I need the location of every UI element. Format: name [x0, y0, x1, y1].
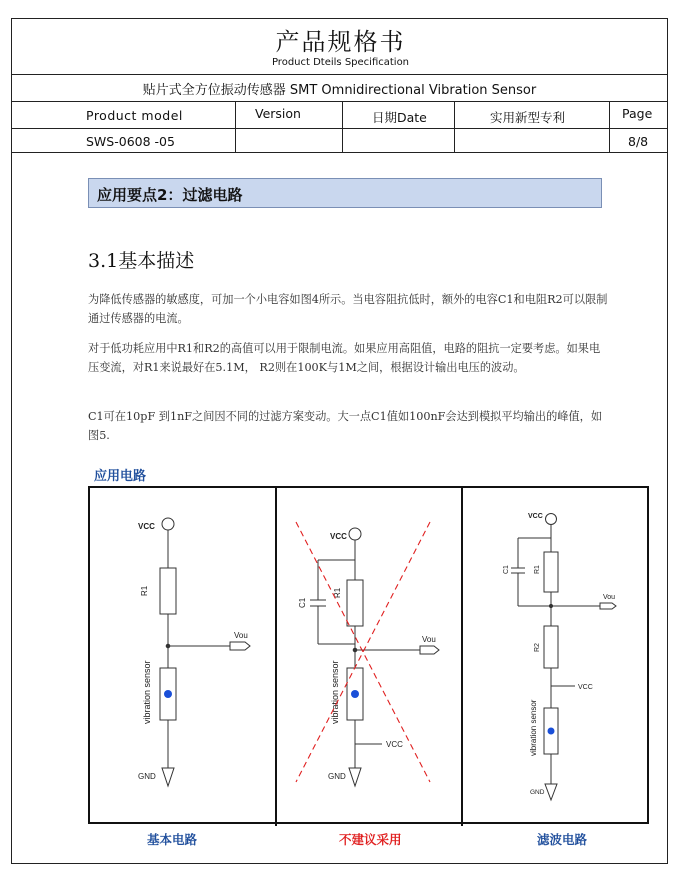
table-col-divider [454, 101, 455, 152]
sensor-label: vibration sensor [142, 660, 152, 724]
resistor-r1 [160, 568, 176, 614]
gnd-label: GND [530, 789, 545, 796]
section-heading: 3.1基本描述 [88, 250, 195, 272]
caption-basic: 基本电路 [147, 832, 198, 847]
section-bar: 应用要点2：过滤电路 [88, 178, 602, 208]
table-header-patent: 实用新型专利 [490, 110, 566, 125]
vou-label: Vou [603, 594, 616, 601]
paragraph-3: C1可在10pF 到1nF之间因不同的过滤方案变动。大一点C1值如100nF会达到模拟平均输出的峰值，如图5. [88, 410, 603, 442]
not-recommended-circuit [296, 522, 439, 786]
basic-circuit [138, 518, 250, 786]
diagram-label: 应用电路 [94, 469, 147, 484]
divider [11, 101, 668, 102]
resistor-r1 [347, 580, 363, 626]
resistor-r2 [544, 626, 558, 668]
resistor-r1 [544, 552, 558, 592]
gnd-label: GND [328, 772, 346, 781]
product-title: 贴片式全方位振动传感器 SMT Omnidirectional Vibration Sensor [142, 83, 537, 98]
page-value: 8/8 [628, 134, 649, 149]
filter-circuit [503, 513, 616, 800]
c1-label: C1 [503, 565, 510, 574]
paragraph-2: 对于低功耗应用中R1和R2的高值可以用于限制电流。如果应用高阻值，电路的阻抗一定要考虑。如果电压变流，对R1来说最好在5.1M， R2则在100K与1M之间，根据设计输出电压的波动。 [88, 342, 601, 374]
divider [11, 74, 668, 75]
table-header-version: Version [255, 106, 301, 121]
paragraph-1: 为降低传感器的敏感度，可加一个小电容如图4所示。当电容阻抗低时，额外的电容C1和电阻R2可以限制通过传感器的电流。 [88, 293, 608, 325]
gnd-label: GND [138, 772, 156, 781]
r2-label: R2 [534, 643, 541, 652]
table-col-divider [342, 101, 343, 152]
caption-filter: 滤波电路 [537, 832, 588, 847]
document-subtitle: Product Dteils Specification [271, 57, 410, 68]
vou-label: Vou [234, 631, 248, 640]
document-title: 产品规格书 [275, 28, 406, 56]
vou-label: Vou [422, 635, 436, 644]
r1-label: R1 [333, 587, 342, 598]
c1-label: C1 [298, 597, 307, 608]
circuit-diagram [88, 486, 649, 824]
sensor-label: vibration sensor [330, 660, 340, 724]
vcc-label: VCC [528, 513, 543, 520]
caption-not-recommended: 不建议采用 [339, 832, 402, 847]
table-col-divider [235, 101, 236, 152]
divider [11, 152, 668, 153]
product-model-value: SWS-0608 -05 [86, 134, 175, 149]
sensor-label: vibration sensor [529, 699, 538, 756]
divider [11, 128, 668, 129]
vcc-label: VCC [138, 522, 155, 531]
vcc2-label: VCC [386, 740, 403, 749]
table-header-date: 日期Date [372, 110, 427, 125]
r1-label: R1 [534, 565, 541, 574]
table-header-page: Page [622, 106, 653, 121]
table-col-divider [609, 101, 610, 152]
r1-label: R1 [140, 585, 149, 596]
table-header-product-model: Product model [86, 108, 183, 123]
vcc2-label: VCC [578, 684, 593, 691]
vcc-label: VCC [330, 532, 347, 541]
